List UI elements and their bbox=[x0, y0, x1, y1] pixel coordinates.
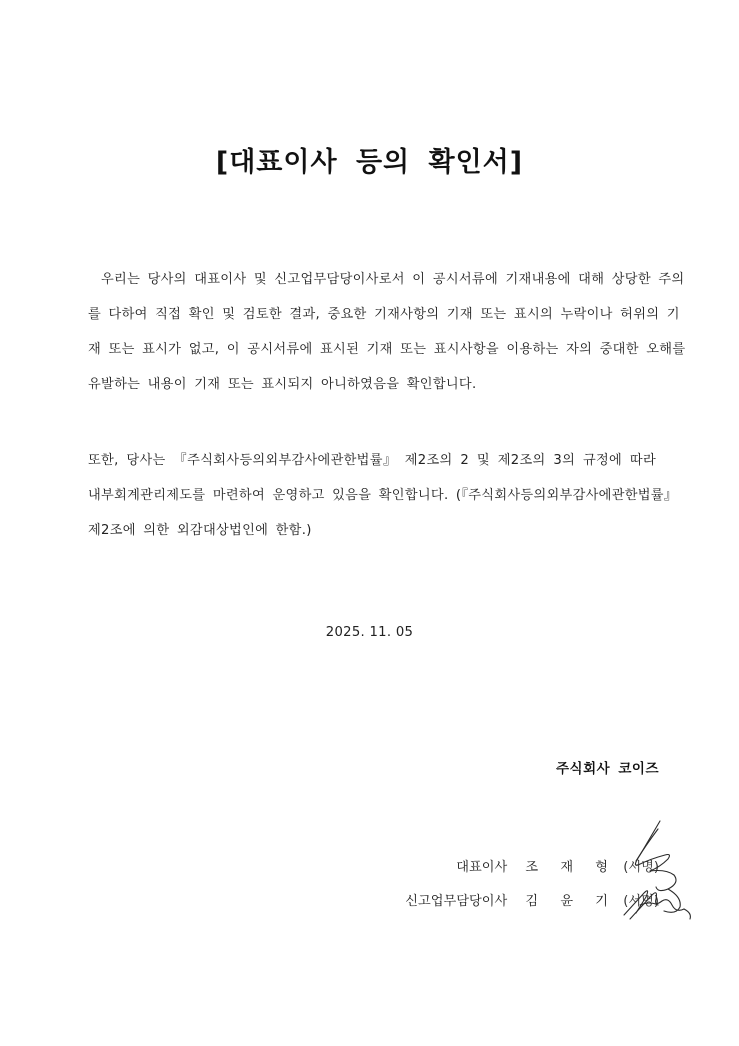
confirmation-paragraph bbox=[88, 262, 686, 402]
company-name: 주식회사 코이즈 bbox=[556, 761, 659, 777]
signer-role: 대표이사 bbox=[456, 860, 508, 875]
document-date: 2025. 11. 05 bbox=[325, 625, 414, 640]
paragraph-line: 유발하는 내용이 기재 또는 표시되지 아니하였음을 확인합니다. bbox=[88, 377, 477, 392]
paragraph-line: 내부회계관리제도를 마련하여 운영하고 있음을 확인합니다. (『주식회사등의외부감사에관한법률』 bbox=[88, 488, 678, 503]
paragraph-line: 를 다하여 직접 확인 및 검토한 결과, 중요한 기재사항의 기재 또는 표시의 누락이나 허위의 기 bbox=[88, 307, 680, 322]
paragraph-line: 또한, 당사는 『주식회사등의외부감사에관한법률』 제2조의 2 및 제2조의 3의 규정에 따라 bbox=[88, 453, 656, 468]
ceo-signature-line bbox=[456, 856, 659, 875]
signer-name: 김 윤 기 bbox=[525, 894, 618, 909]
document-title: [대표이사 등의 확인서] bbox=[215, 147, 524, 178]
signer-role: 신고업무담당이사 bbox=[405, 894, 508, 909]
signer-name: 조 재 형 bbox=[525, 860, 618, 875]
reporting-officer-signature-line bbox=[405, 890, 659, 909]
signature-mark-label: (서명) bbox=[623, 860, 659, 875]
paragraph-line: 우리는 당사의 대표이사 및 신고업무담당이사로서 이 공시서류에 기재내용에 대해 상당한 주의 bbox=[101, 272, 685, 287]
paragraph-line: 재 또는 표시가 없고, 이 공시서류에 표시된 기재 또는 표시사항을 이용하는 자의 중대한 오해를 bbox=[88, 342, 686, 357]
signature-mark-label: (서명) bbox=[623, 894, 659, 909]
internal-control-paragraph bbox=[88, 443, 678, 548]
paragraph-line: 제2조에 의한 외감대상법인에 한함.) bbox=[88, 523, 312, 538]
